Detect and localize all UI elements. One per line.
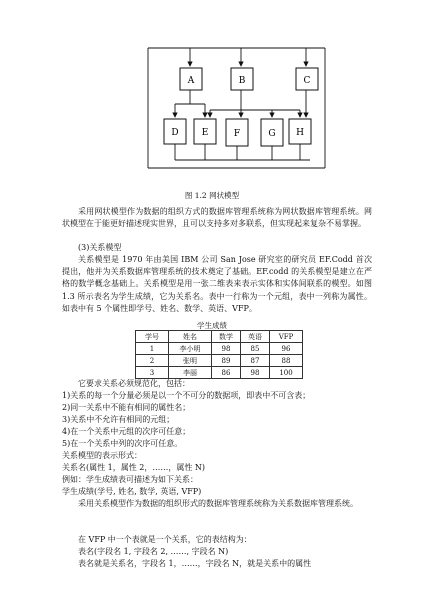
vfp-table-explanation: 表名就是关系名，字段名 1，……，字段名 N，就是关系中的属性 [78,559,312,568]
representation-heading: 关系模型的表示形式： [62,451,142,460]
node-e-label: E [201,128,209,138]
paragraph-network-summary: 采用网状模型作为数据的组织方式的数据库管理系统称为网状数据库管理系统。网状模型在于能更好描述现实世界，且可以支持多对多联系，但实现起来复杂不易掌握。 [62,207,372,229]
rule-1: 1)关系的每一个分量必须是以一个不可分的数据项，即表中不可含表； [62,391,311,400]
rules-intro: 它要求关系必须规范化，包括： [78,379,190,388]
paragraph-relational-model: 关系模型是 1970 年由美国 IBM 公司 San Jose 研究室的研究员 EF.Codd 首次提出，他并为关系数据库管理系统的技术奠定了基础。EF.codd 的关系模型是建立在严格的数学概念基础上。关系模型是用一张二维表来表示实体和实体间联系的模型。如图 1.3 所示表名为学生成绩，它为关系名。表中一行称为一个元组，表中一列称为属性。如表中有 5 个属性即学号、姓名、数学、英语、VFP。 [62,255,372,313]
table-row [136,355,303,367]
table-cell: 98 [241,367,270,379]
table-cell: 100 [270,367,303,379]
header-cell: 姓名 [169,331,212,343]
table-title: 学生成绩 [197,321,227,330]
table-cell: 李小明 [169,343,212,355]
table-cell: 85 [241,343,270,355]
table-header-row [136,331,303,343]
node-b-label: B [238,76,246,86]
example-schema: 学生成绩(学号, 姓名, 数学, 英语, VFP) [62,487,202,496]
node-h-label: H [296,128,304,138]
table-cell: 89 [212,355,241,367]
network-model-diagram [0,0,424,190]
table-cell: 87 [241,355,270,367]
relation-schema-format: 关系名(属性 1，属性 2，……，属性 N) [62,463,206,472]
figure-caption: 图 1.2 网状模型 [184,191,240,200]
rule-5: 5)在一个关系中列的次序可任意。 [62,439,183,448]
table-cell: 李丽 [169,367,212,379]
table-cell: 96 [270,343,303,355]
example-intro: 例如：学生成绩表可描述为如下关系： [62,475,198,484]
node-g-label: G [268,129,276,139]
table-cell: 98 [212,343,241,355]
vfp-table-intro: 在 VFP 中一个表就是一个关系，它的表结构为： [78,535,252,544]
table-cell: 张明 [169,355,212,367]
table-cell: 1 [136,343,169,355]
vfp-table-schema: 表名(字段名 1, 字段名 2, ……, 字段名 N) [78,547,229,556]
section-heading-relational: (3)关系模型 [78,243,122,252]
table-cell: 88 [270,355,303,367]
node-f-label: F [233,129,241,139]
header-cell: 英语 [241,331,270,343]
student-score-table [135,330,303,379]
node-c-label: C [303,76,311,86]
paragraph-relational-dbms: 采用关系模型作为数据的组织形式的数据库管理系统称为关系数据库管理系统。 [78,499,358,508]
header-cell: 学号 [136,331,169,343]
table-row [136,343,303,355]
table-row [136,367,303,379]
header-cell: 数学 [212,331,241,343]
rule-4: 4)在一个关系中元组的次序可任意； [62,427,191,436]
rule-3: 3)关系中不允许有相同的元组； [62,415,175,424]
node-d-label: D [171,128,179,138]
table-cell: 2 [136,355,169,367]
rule-2: 2)同一关系中不能有相同的属性名； [62,403,191,412]
table-cell: 3 [136,367,169,379]
table-cell: 86 [212,367,241,379]
header-cell: VFP [270,331,303,343]
node-a-label: A [187,76,195,86]
